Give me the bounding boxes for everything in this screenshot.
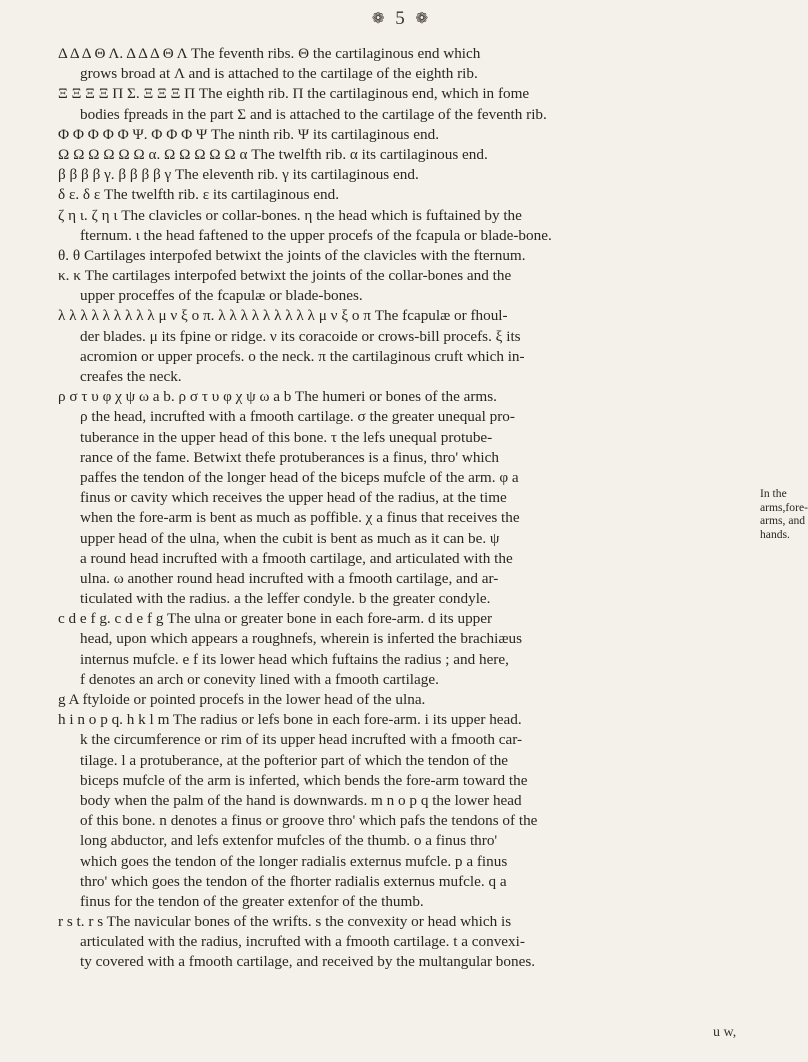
text-line: rance of the fame. Betwixt thefe protuberances is a finus, thro' which [80,448,499,466]
text-line: β β β β γ. β β β β γ The eleventh rib. γ its cartilaginous end. [58,166,419,184]
text-line: thro' which goes the tendon of the fhorter radialis externus mufcle. q a [80,872,507,890]
text-line: θ. θ Cartilages interpofed betwixt the joints of the clavicles with the fternum. [58,246,526,264]
text-line: c d e f g. c d e f g The ulna or greater bone in each fore-arm. d its upper [58,610,493,628]
catchword: u w, [713,1025,737,1040]
text-line: f denotes an arch or conevity lined with a fmooth cartilage. [80,670,439,688]
text-line: acromion or upper procefs. ο the neck. π the cartilaginous cruft which in- [80,347,525,365]
page-header [0,8,800,30]
text-line: grows broad at Λ and is attached to the cartilage of the eighth rib. [80,65,478,83]
text-line: internus mufcle. e f its lower head which fuftains the radius ; and here, [80,650,509,668]
text-line: upper proceffes of the fcapulæ or blade-bones. [80,287,363,305]
text-line: Δ Δ Δ Θ Λ. Δ Δ Δ Θ Λ The feventh ribs. Θ the cartilaginous end which [58,45,481,62]
margin-note-line: In the [760,487,787,500]
text-line: bodies fpreads in the part Σ and is attached to the cartilage of the feventh rib. [80,105,547,123]
text-line: r s t. r s The navicular bones of the wrifts. s the convexity or head which is [58,913,512,931]
text-line: g A ftyloide or pointed procefs in the lower head of the ulna. [58,691,426,708]
text-line: ζ η ι. ζ η ι The clavicles or collar-bones. η the head which is fuftained by the [58,206,522,224]
text-line: upper head of the ulna, when the cubit is bent as much as it can be. ψ [80,529,500,547]
text-line: finus or cavity which receives the upper head of the radius, at the time [80,489,507,507]
text-line: ulna. ω another round head incrufted with a fmooth cartilage, and ar- [80,569,499,587]
margin-note-line: hands. [760,527,790,541]
text-line: head, upon which appears a roughnefs, wherein is inferted the brachiæus [80,630,522,648]
text-line: ty covered with a fmooth cartilage, and received by the multangular bones. [80,953,536,971]
text-line: fternum. ι the head faftened to the upper procefs of the fcapula or blade-bone. [80,226,552,244]
text-line: tuberance in the upper head of this bone. τ the lefs unequal protube- [80,428,493,446]
text-line: ticulated with the radius. a the leffer condyle. b the greater condyle. [80,590,491,608]
text-line: long abductor, and lefs extenfor mufcles of the thumb. o a finus thro' [80,832,498,850]
text-line: Φ Φ Φ Φ Φ Ψ. Φ Φ Φ Ψ The ninth rib. Ψ its cartilaginous end. [58,125,439,143]
text-line: which goes the tendon of the longer radialis externus mufcle. p a finus [80,852,508,870]
margin-note [760,487,808,541]
text-line: body when the palm of the hand is downwards. m n o p q the lower head [80,791,522,809]
ornament-left-icon: ❁ [371,11,385,27]
text-line: δ ε. δ ε The twelfth rib. ε its cartilaginous end. [58,186,340,204]
ornament-right-icon: ❁ [415,11,429,27]
text-line: biceps mufcle of the arm is inferted, which bends the fore-arm toward the [80,771,528,789]
text-line: creafes the neck. [80,368,182,385]
text-line: ρ σ τ υ φ χ ψ ω a b. ρ σ τ υ φ χ ψ ω a b The humeri or bones of the arms. [58,388,497,406]
page-number: 5 [395,8,405,29]
text-line: of this bone. n denotes a finus or groove thro' which pafs the tendons of the [80,812,538,830]
text-line: ρ the head, incrufted with a fmooth cartilage. σ the greater unequal pro- [80,408,515,426]
text-line: when the fore-arm is bent as much as poffible. χ a finus that receives the [80,509,520,527]
text-line: Ξ Ξ Ξ Ξ Π Σ. Ξ Ξ Ξ Π The eighth rib. Π the cartilaginous end, which in fome [58,85,530,103]
text-line: h i n o p q. h k l m The radius or lefs bone in each fore-arm. i its upper head. [58,711,522,729]
text-line: κ. κ The cartilages interpofed betwixt the joints of the collar-bones and the [58,267,512,285]
text-line: paffes the tendon of the longer head of the biceps mufcle of the arm. φ a [80,468,519,486]
margin-note-line: arms, and [760,514,806,528]
text-line: der blades. μ its fpine or ridge. ν its coracoide or crows-bill procefs. ξ its [80,327,521,345]
text-line: articulated with the radius, incrufted with a fmooth cartilage. t a convexi- [80,933,525,951]
text-line: λ λ λ λ λ λ λ λ λ μ ν ξ ο π. λ λ λ λ λ λ λ λ λ μ ν ξ ο π The fcapulæ or fhoul- [58,307,508,325]
margin-note-line: arms,fore- [760,500,808,514]
text-line: finus for the tendon of the greater extenfor of the thumb. [80,892,424,910]
text-line: Ω Ω Ω Ω Ω Ω α. Ω Ω Ω Ω Ω α The twelfth rib. α its cartilaginous end. [58,145,488,163]
text-line: tilage. l a protuberance, at the pofterior part of which the tendon of the [80,751,509,769]
text-line: k the circumference or rim of its upper head incrufted with a fmooth car- [80,731,523,749]
text-line: a round head incrufted with a fmooth cartilage, and articulated with the [80,549,513,567]
body-text [58,44,752,973]
